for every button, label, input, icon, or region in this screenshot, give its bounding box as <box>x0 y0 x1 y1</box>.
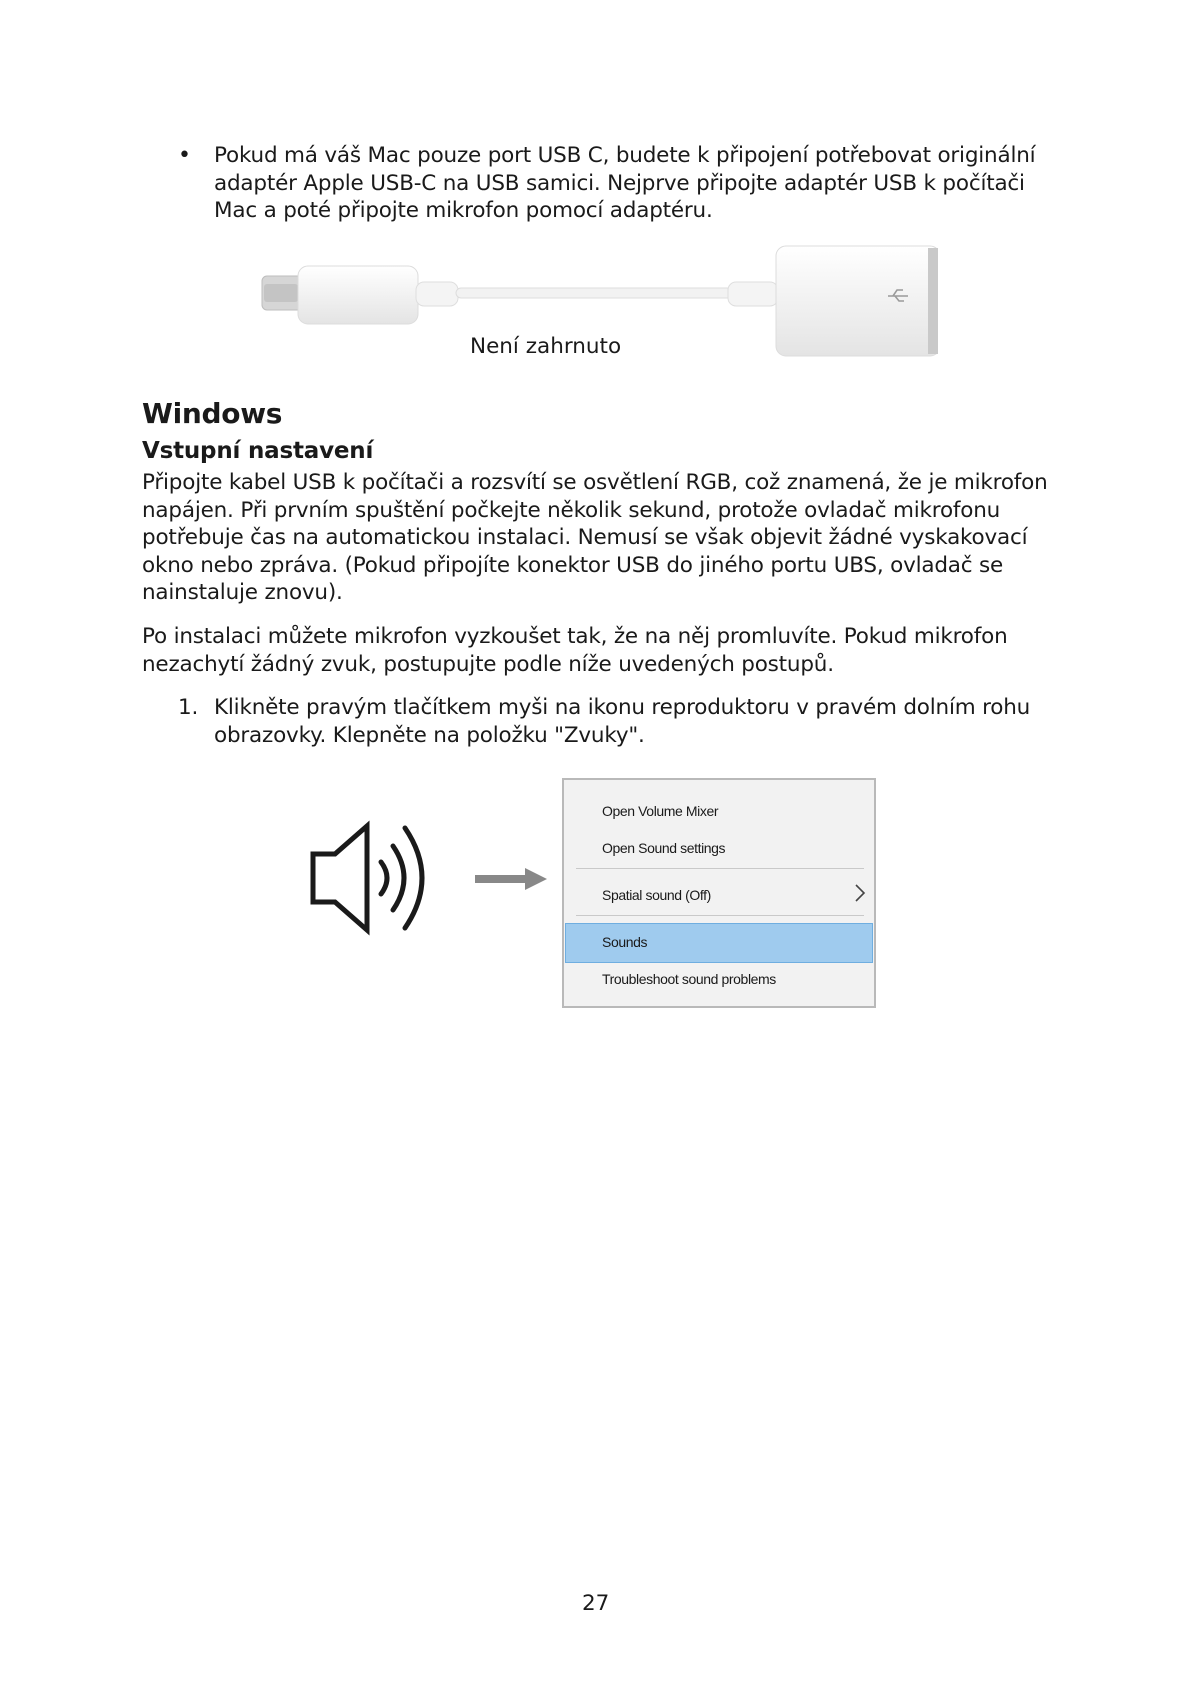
page-number: 27 <box>582 1591 610 1616</box>
bullet-text: Pokud má váš Mac pouze port USB C, budete k připojení potřebovat originální adaptér Apple USB-C na USB samici. Nejprve připojte adaptér USB k počítači Mac a poté připojte mikrofon pomocí adaptéru. <box>214 143 1036 223</box>
bullet-marker: • <box>178 143 191 168</box>
chevron-right-icon <box>853 882 867 904</box>
image-caption: Není zahrnuto <box>470 334 622 359</box>
menu-item-troubleshoot[interactable]: Troubleshoot sound problems <box>602 971 776 987</box>
paragraph-setup: Připojte kabel USB k počítači a rozsvítí se osvětlení RGB, což znamená, že je mikrofon napájen. Při prvním spuštění počkejte několik sekund, protože ovladač mikrofonu potřebuje čas na automatickou instalaci. Nemusí se však objevit žádné vyskakovací okno nebo zpráva. (Pokud připojíte konektor USB do jiného portu UBS, ovladač se nainstaluje znovu). <box>142 470 1048 605</box>
step-number: 1. <box>178 695 199 720</box>
menu-separator <box>576 868 864 869</box>
menu-item-open-sound-settings[interactable]: Open Sound settings <box>602 840 726 856</box>
menu-separator <box>576 915 864 916</box>
arrow-right-icon <box>475 868 547 890</box>
menu-item-open-volume-mixer[interactable]: Open Volume Mixer <box>602 803 719 819</box>
speaker-icon <box>305 818 465 938</box>
section-heading: Windows <box>142 397 283 430</box>
step-text: Klikněte pravým tlačítkem myši na ikonu reproduktoru v pravém dolním rohu obrazovky. Klepněte na položku "Zvuky". <box>214 695 1031 748</box>
sound-context-menu <box>562 778 876 1008</box>
menu-item-sounds[interactable]: Sounds <box>602 934 648 950</box>
subsection-heading: Vstupní nastavení <box>142 438 374 464</box>
paragraph-test: Po instalaci můžete mikrofon vyzkoušet tak, že na něj promluvíte. Pokud mikrofon nezachytí žádný zvuk, postupujte podle níže uvedených postupů. <box>142 624 1008 677</box>
menu-item-spatial-sound[interactable]: Spatial sound (Off) <box>602 887 711 903</box>
